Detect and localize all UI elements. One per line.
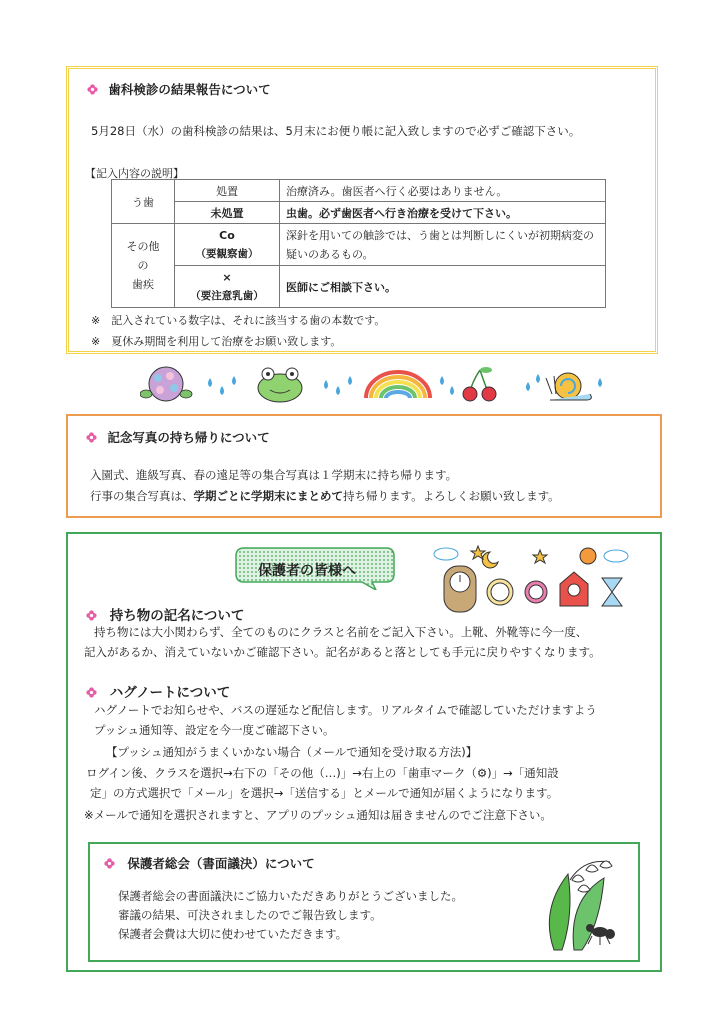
- hourglass-icon: [602, 578, 622, 606]
- caution-desc: 医師にご相談下さい。: [280, 266, 606, 308]
- photos-line2: 行事の集合写真は、学期ごとに学期末にまとめて持ち帰ります。よろしくお願い致します。: [90, 489, 560, 503]
- general-meeting-line3: 保護者会費は大切に使わせていただきます。: [118, 927, 348, 941]
- treated-label: 処置: [175, 180, 280, 202]
- house-clock-icon: [560, 572, 588, 606]
- frog-icon: [258, 368, 302, 402]
- clock-illustration: [430, 542, 640, 614]
- treated-desc: 治療済み。歯医者へ行く必要はありません。: [280, 180, 606, 202]
- co-desc: 深針を用いての触診では、う歯とは判断しにくいが初期病変の疑いのあるもの。: [280, 224, 606, 266]
- hagunote-line4: ログイン後、クラスを選択→右下の「その他（…)」→右上の「歯車マーク（⚙)」→「通知設: [86, 766, 559, 780]
- general-meeting-line2: 審議の結果、可決されましたのでご報告致します。: [118, 908, 382, 922]
- hagunote-line1: ハグノートでお知らせや、バスの遅延など配信します。リアルタイムで確認していただけますよう: [94, 703, 597, 717]
- table-caption: 【記入内容の説明】: [85, 167, 184, 180]
- dental-check-section: [66, 66, 658, 354]
- hagunote-line6: ※メールで通知を選択されますと、アプリのプッシュ通知は届きませんのでご注意下さい。: [84, 808, 552, 822]
- flower-icon: [86, 432, 97, 443]
- snail-icon: [546, 373, 591, 400]
- small-clock-icon: [525, 581, 547, 603]
- caries-label: う歯: [112, 180, 175, 224]
- item-names-line2: 記入があるか、消えていないかご確認下さい。記名があると落としても手元に戻りやすくなります。: [84, 645, 601, 659]
- photos-title: 記念写真の持ち帰りについて: [86, 428, 270, 446]
- flower-icon: [86, 687, 97, 698]
- item-names-line1: 持ち物には大小関わらず、全てのものにクラスと名前をご記入下さい。上靴、外靴等に今一度、: [94, 625, 588, 639]
- dental-check-intro: 5月28日（水）の歯科検診の結果は、5月末にお便り帳に記入致しますので必ずご確認下さい。: [91, 124, 581, 138]
- dental-result-table: [111, 179, 606, 308]
- hydrangea-icon: [140, 367, 192, 401]
- flower-icon: [86, 610, 97, 621]
- flower-icon: [87, 84, 98, 95]
- alarm-clock-icon: [487, 579, 513, 605]
- guardians-heading: 保護者の皆様へ: [258, 563, 356, 579]
- untreated-desc: 虫歯。必ず歯医者へ行き治療を受けて下さい。: [280, 202, 606, 224]
- general-meeting-box: [88, 842, 640, 962]
- untreated-label: 未処置: [175, 202, 280, 224]
- hagunote-line3: 【プッシュ通知がうまくいかない場合（メールで通知を受け取る方法)】: [106, 745, 478, 759]
- general-meeting-title: 保護者総会（書面議決）について: [104, 854, 315, 872]
- note-summer: ※ 夏休み期間を利用して治療をお願い致します。: [91, 335, 342, 348]
- caution-label: × （要注意乳歯）: [175, 266, 280, 308]
- rainbow-icon: [366, 372, 430, 398]
- hagunote-title: ハグノートについて: [86, 681, 230, 701]
- other-label: その他 の 歯疾: [112, 224, 175, 308]
- cloud-icon: [434, 548, 628, 562]
- moon-icon: [482, 552, 498, 568]
- sun-icon: [580, 548, 596, 564]
- photos-line1: 入園式、進級写真、春の遠足等の集合写真は１学期末に持ち帰ります。: [90, 468, 458, 482]
- note-count: ※ 記入されている数字は、それに該当する歯の本数です。: [91, 314, 386, 327]
- flower-icon: [104, 858, 115, 869]
- hagunote-line5: 定」の方式選択で「メール」を選択→「送信する」とメールで通知が届くようになります。: [90, 786, 559, 800]
- grandfather-clock-icon: [444, 566, 476, 612]
- co-label: Co （要観察歯）: [175, 224, 280, 266]
- cherry-icon: [463, 367, 496, 401]
- decorative-illustrations: [140, 364, 610, 404]
- general-meeting-line1: 保護者総会の書面議決にご協力いただきありがとうございました。: [118, 889, 463, 903]
- dental-check-title: 歯科検診の結果報告について: [87, 80, 271, 98]
- guardians-section: [66, 532, 662, 972]
- hagunote-line2: プッシュ通知等、設定を今一度ご確認下さい。: [94, 723, 335, 737]
- lily-of-the-valley-icon: [534, 850, 626, 954]
- item-names-title: 持ち物の記名について: [86, 604, 244, 624]
- photos-section: [66, 414, 662, 518]
